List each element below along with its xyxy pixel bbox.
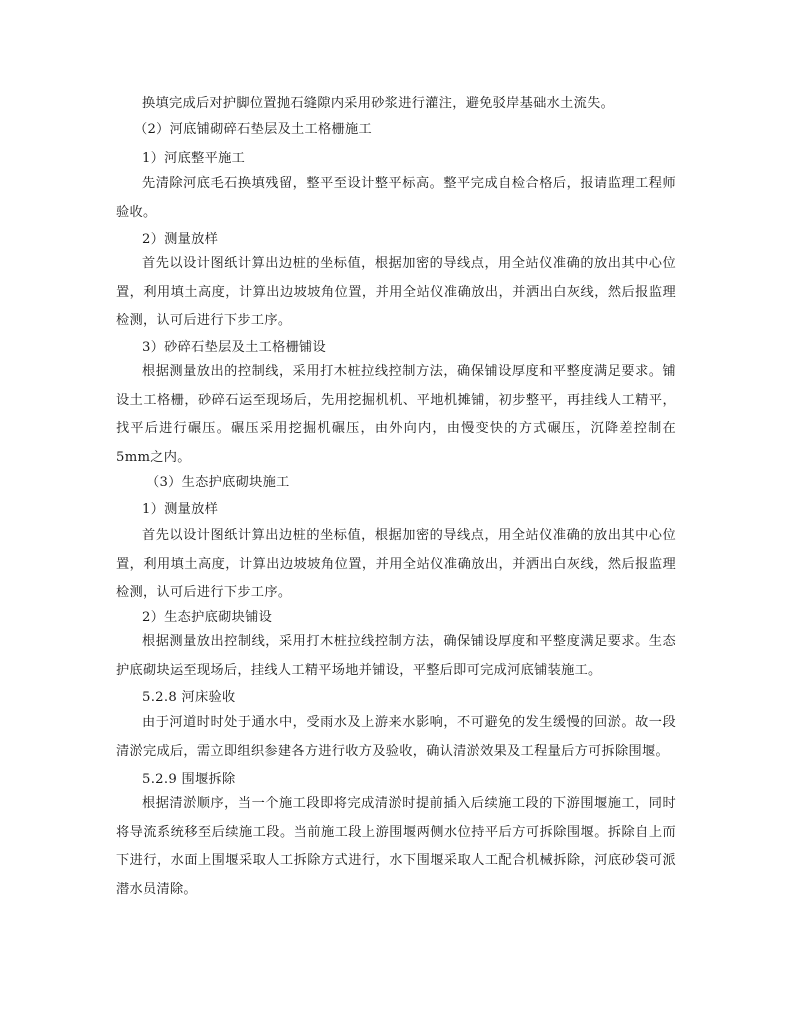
subsection-heading xyxy=(142,230,702,250)
heading-text: （3）生态护底砌块施工 xyxy=(146,475,290,490)
heading-text: 1）测量放样 xyxy=(142,502,219,517)
heading-text: 1）河底整平施工 xyxy=(142,151,246,166)
paragraph xyxy=(116,250,676,336)
section-heading xyxy=(142,770,702,790)
paragraph xyxy=(116,709,676,766)
subsection-heading xyxy=(142,500,702,520)
paragraph xyxy=(116,522,676,608)
section-heading xyxy=(142,688,702,708)
paragraph-text: 首先以设计图纸计算出边桩的坐标值，根据加密的导线点，用全站仪准确的放出其中心位置，利用填土高度，计算出边坡坡角位置，并用全站仪准确放出，并洒出白灰线，然后报监理检测，认可后进行下步工序。 xyxy=(116,256,676,328)
section-heading xyxy=(134,120,694,140)
paragraph-text: 由于河道时时处于通水中，受雨水及上游来水影响，不可避免的发生缓慢的回淤。故一段清淤完成后，需立即组织参建各方进行收方及验收，确认清淤效果及工程量后方可拆除围堰。 xyxy=(116,715,676,759)
paragraph xyxy=(116,790,676,904)
subsection-heading xyxy=(142,338,702,358)
paragraph xyxy=(116,90,676,119)
paragraph-text: 根据测量放出控制线，采用打木桩拉线控制方法，确保铺设厚度和平整度满足要求。生态护底砌块运至现场后，挂线人工精平场地并铺设，平整后即可完成河底铺装施工。 xyxy=(116,634,676,678)
paragraph-text: 根据清淤顺序，当一个施工段即将完成清淤时提前插入后续施工段的下游围堰施工，同时将导流系统移至后续施工段。当前施工段上游围堰两侧水位持平后方可拆除围堰。拆除自上而下进行，水面上围堰采取人工拆除方式进行，水下围堰采取人工配合机械拆除，河底砂袋可派潜水员清除。 xyxy=(116,796,676,897)
paragraph-text: 首先以设计图纸计算出边桩的坐标值，根据加密的导线点，用全站仪准确的放出其中心位置，利用填土高度，计算出边坡坡角位置，并用全站仪准确放出，并洒出白灰线，然后报监理检测，认可后进行下步工序。 xyxy=(116,528,676,600)
heading-text: 2）测量放样 xyxy=(142,232,219,247)
paragraph xyxy=(116,170,676,227)
heading-text: 5.2.9 围堰拆除 xyxy=(142,772,236,787)
paragraph-text: 根据测量放出的控制线，采用打木桩拉线控制方法，确保铺设厚度和平整度满足要求。铺设土工格栅，砂碎石运至现场后，先用挖掘机机、平地机摊铺，初步整平，再挂线人工精平，找平后进行碾压。碾压采用挖掘机碾压，由外向内，由慢变快的方式碾压，沉降差控制在5mm之内。 xyxy=(116,364,676,465)
subsection-heading xyxy=(142,608,702,628)
heading-text: 2）生态护底砌块铺设 xyxy=(142,610,273,625)
paragraph xyxy=(116,628,676,685)
paragraph-text: 先清除河底毛石换填残留，整平至设计整平标高。整平完成自检合格后，报请监理工程师验收。 xyxy=(116,176,676,220)
heading-text: （2）河底铺砌碎石垫层及土工格栅施工 xyxy=(134,122,372,137)
paragraph-text: 换填完成后对护脚位置抛石缝隙内采用砂浆进行灌注，避免驳岸基础水土流失。 xyxy=(142,96,615,111)
heading-text: 5.2.8 河床验收 xyxy=(142,690,236,705)
heading-text: 3）砂碎石垫层及土工格栅铺设 xyxy=(142,340,327,355)
section-heading xyxy=(146,473,706,493)
paragraph xyxy=(116,358,676,472)
subsection-heading xyxy=(142,149,702,169)
